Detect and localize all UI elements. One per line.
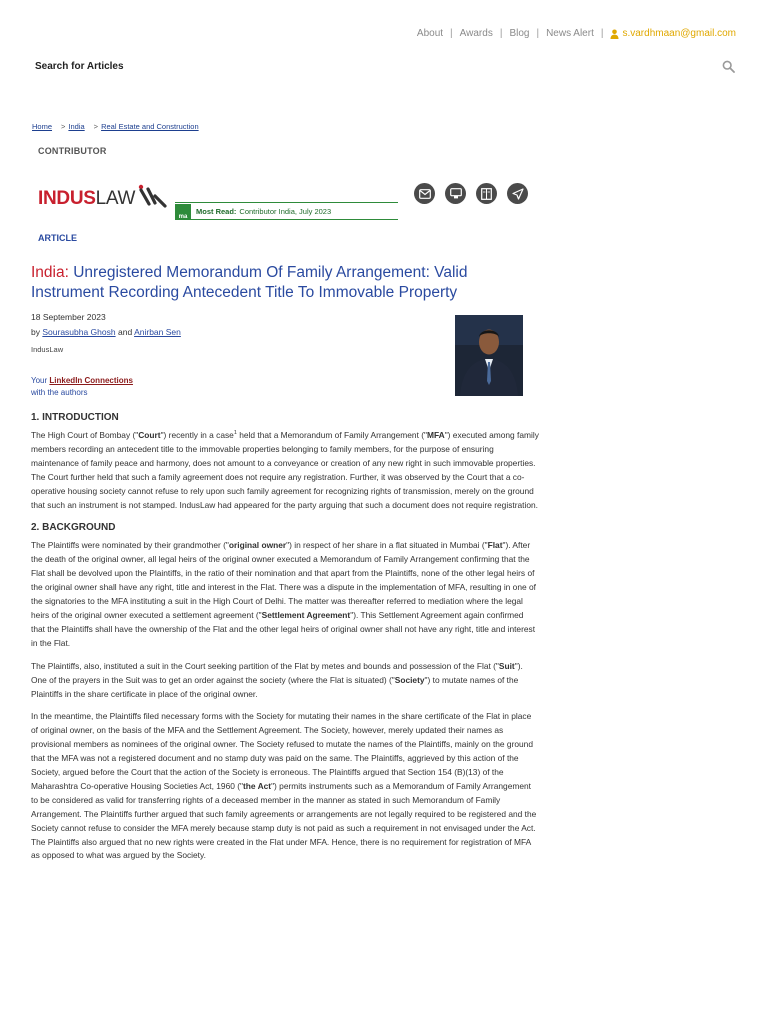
logo-mark-icon — [137, 184, 167, 208]
breadcrumb-category[interactable]: Real Estate and Construction — [101, 122, 199, 131]
ma-badge: ma — [175, 204, 191, 220]
nav-awards-link[interactable]: Awards — [459, 28, 493, 39]
breadcrumb-separator: > — [61, 122, 66, 131]
user-icon — [610, 29, 619, 39]
nav-blog-link[interactable]: Blog — [509, 28, 530, 39]
nav-about-link[interactable]: About — [416, 28, 444, 39]
article-type-label: ARTICLE — [38, 233, 77, 243]
article-body — [31, 411, 539, 872]
author-link-1[interactable]: Sourasubha Ghosh — [42, 327, 116, 337]
search-label[interactable]: Search for Articles — [35, 61, 124, 72]
byline-and: and — [117, 327, 133, 337]
linkedin-prefix: Your — [31, 376, 48, 385]
print-icon[interactable] — [445, 183, 466, 204]
paragraph: In the meantime, the Plaintiffs filed necessary forms with the Society for mutating their names in the share certificate of the Flat in place of original owner, on the basis of the MFA and the Settlement Agreement. The Society, however, merely updated their names as provisional members as nominees of the original owner. The Society refused to mutate the names of the Plaintiffs, mainly on the ground that the MFA was not a registered document and no stamp duty was paid on the same. The Plaintiffs, aggrieved by this action of the Society, argued before the Court that the action of the Society is erroneous. The Plaintiffs argued that Section 154 (B)(13) of the Maharashtra Co-operative Housing Societies Act, 1960 ("the Act") permits instruments such as a Memorandum of Family Arrangement to be considered as valid for transferring rights of a deceased member in the manner as stated in such Memorandum of Family Arrangement. The Plaintiffs further argued that such family agreements or arrangements are not legally required to be registered and the Society cannot refuse to consider the MFA merely because stamp duty is not paid as such a requirement in not envisaged under the Act. The Plaintiffs also argued that no new rights were created in the Flat under MFA. Hence, there is no requirement for registration of MFA as opposed to what was argued by the Society. — [31, 711, 537, 861]
breadcrumb — [32, 122, 199, 131]
nav-news-alert-link[interactable]: News Alert — [546, 28, 594, 39]
most-read-value: Contributor India, July 2023 — [239, 206, 332, 216]
author-link-2[interactable]: Anirban Sen — [134, 327, 181, 337]
paragraph: The High Court of Bombay ("Court") recently in a case$^1$ held that a Memorandum of Family Arrangement ("MFA") executed among family members recording an antecedent title to the immovable properties belonging to family members, for the purpose of ensuring maintenance of family peace and harmony, does not amount to a conveyance or creation of any new right in such immovable properties. The Court further held that such a family agreement does not require any registration. Further, it was observed by the Court that a co-operative housing society cannot refuse to rely upon such family agreement for recognizing rights of transmission, merely on the ground that such an instrument is not stamped. IndusLaw had appeared for the party arguing that such a document does not require registration. — [31, 430, 539, 510]
article-date: 18 September 2023 — [31, 312, 106, 322]
search-bar[interactable] — [35, 60, 735, 73]
section-heading: 1. INTRODUCTION — [31, 412, 119, 423]
search-icon[interactable] — [722, 60, 735, 73]
nav-separator: | — [536, 28, 540, 39]
bookmark-icon[interactable] — [476, 183, 497, 204]
send-icon[interactable] — [507, 183, 528, 204]
nav-separator: | — [600, 28, 604, 39]
linkedin-connections-link[interactable]: LinkedIn Connections — [49, 376, 133, 385]
contributor-label: CONTRIBUTOR — [38, 146, 107, 156]
article-country[interactable]: India: — [31, 264, 69, 281]
user-email: s.vardhmaan@gmail.com — [622, 28, 736, 39]
article-meta — [31, 310, 181, 357]
top-nav — [417, 28, 736, 39]
article-title-text: Unregistered Memorandum Of Family Arrangement: Valid Instrument Recording Antecedent Title To Immovable Property — [31, 264, 468, 301]
most-read-banner — [175, 202, 398, 220]
article-byline — [31, 325, 181, 340]
nav-separator: | — [450, 28, 453, 39]
email-icon[interactable] — [414, 183, 435, 204]
firm-logo[interactable] — [38, 184, 167, 210]
breadcrumb-separator: > — [93, 122, 99, 131]
most-read-label: Most Read: — [196, 206, 237, 216]
logo-text-indus: INDUS — [38, 188, 96, 209]
logo-text-law: LAW — [95, 188, 136, 209]
nav-separator: | — [499, 28, 503, 39]
firm-name: IndusLaw — [31, 345, 64, 354]
linkedin-connections — [31, 375, 133, 399]
paragraph: The Plaintiffs, also, instituted a suit in the Court seeking partition of the Flat by metes and bounds and possession of the Flat ("Suit"). One of the prayers in the Suit was to get an order against the society (where the Flat is situated) ("Society") to mutate names of the Plaintiffs in the share certificate in place of the original owner. — [31, 660, 523, 699]
section-heading: 2. BACKGROUND — [31, 522, 116, 534]
paragraph: The Plaintiffs were nominated by their grandmother ("original owner") in respect of her share in a flat situated in Mumbai ("Flat"). After the death of the original owner, all legal heirs of the original owner executed a Memorandum of Family Arrangement confirming that the Flat shall be devolved upon the Plaintiffs, in the ratio of their nomination and that apart from the Plaintiffs, none of the other legal heirs of the original owner shall have any right, title and interest in the Flat. There was a dispute in the implementation of MFA, resulting in one of the signatories to the MFA instituting a suit in the High Court of Delhi. The matter was thereafter referred to mediation where the legal heirs of the original owner executed a settlement agreement ("Settlement Agreement"). This Settlement Agreement again confirmed that the Plaintiffs shall have the ownership of the Flat and the other legal heirs of original owner shall not have any right, title and interest in the Flat. — [31, 540, 536, 648]
breadcrumb-india[interactable]: India — [68, 122, 85, 131]
share-toolbar — [414, 183, 538, 204]
breadcrumb-home[interactable]: Home — [32, 122, 53, 131]
author-photo — [455, 315, 523, 396]
linkedin-suffix: with the authors — [31, 388, 88, 397]
user-account-link[interactable] — [610, 28, 736, 39]
byline-by: by — [31, 327, 40, 337]
article-title — [31, 263, 541, 302]
